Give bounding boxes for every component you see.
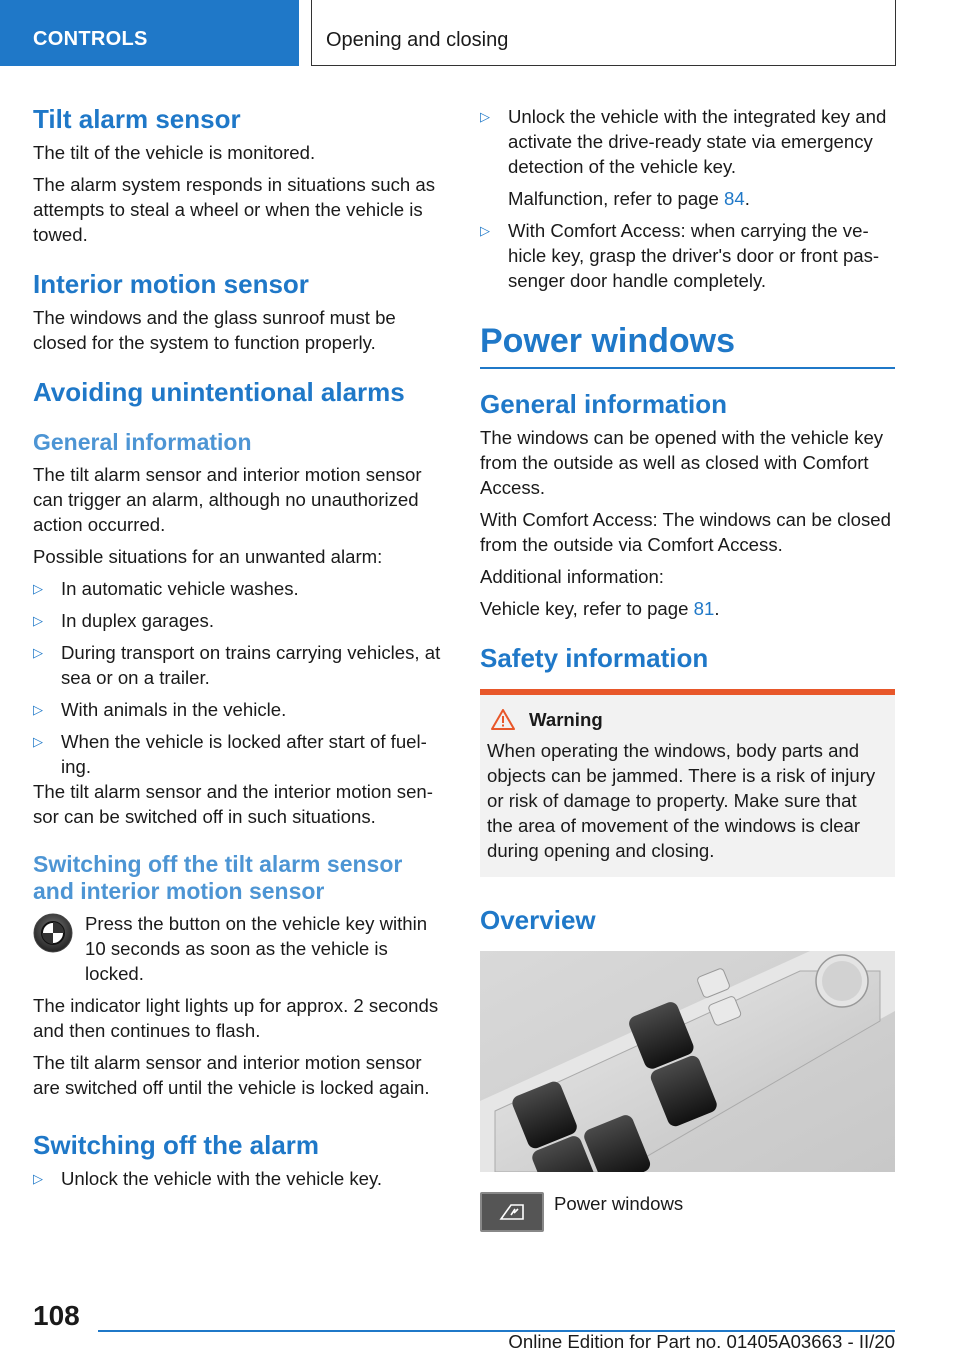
- para-tilt-1: The tilt of the vehicle is monitored.: [33, 142, 316, 163]
- page-number: 108: [33, 1300, 80, 1331]
- heading-tilt-alarm: Tilt alarm sensor: [33, 104, 241, 134]
- para-general-left: The tilt alarm sensor and interior motion sensor can trigger an alarm, although no unauthorized action occurred.: [33, 464, 422, 535]
- left-column: [33, 100, 448, 1198]
- bullet-marker-icon: ▷: [33, 613, 43, 628]
- para-windows-general-2: With Comfort Access: The windows can be closed from the outside via Comfort Access.: [480, 509, 891, 555]
- para-interior: The windows and the glass sunroof must be closed for the system to function properly.: [33, 307, 396, 353]
- chapter-title: Opening and closing: [326, 29, 509, 51]
- bullet-marker-icon: ▷: [33, 1171, 43, 1186]
- bullet-marker-icon: ▷: [33, 645, 43, 660]
- list-item: ▷ Unlock the vehicle with the integrated key and activate the drive-ready state via emergency detection of the vehicle key. Malfunction, refer to page 84.: [480, 104, 895, 211]
- list-item: ▷ In automatic vehicle washes.: [33, 578, 299, 599]
- power-window-switch-icon: [480, 1192, 544, 1232]
- vehicle-key-lock-icon: [33, 913, 73, 953]
- malfunction-ref: Malfunction, refer to page 84.: [508, 188, 750, 209]
- warning-text: When operating the windows, body parts and objects can be jammed. There is a risk of injury or risk of damage to property. Make sure that the area of movement of the windows is clear during opening and closing.: [487, 740, 876, 861]
- list-item: ▷ With animals in the vehicle.: [33, 699, 287, 720]
- bullet-marker-icon: ▷: [33, 734, 43, 749]
- heading-safety-info: Safety information: [480, 643, 709, 673]
- list-item: ▷ Unlock the vehicle with the vehicle key.: [33, 1168, 383, 1189]
- bullet-marker-icon: ▷: [480, 223, 490, 238]
- heading-general-info-left: General information: [33, 429, 252, 455]
- heading-avoid-alarms: Avoiding unintentional alarms: [33, 377, 405, 407]
- figure-caption: Power windows: [554, 1193, 684, 1214]
- para-possible: Possible situations for an unwanted alarm:: [33, 546, 383, 567]
- warning-triangle-icon: [491, 709, 515, 730]
- key-instruction: [33, 911, 448, 986]
- bullet-marker-icon: ▷: [33, 581, 43, 596]
- heading-interior-motion: Interior motion sensor: [33, 269, 309, 299]
- para-switched-off: The tilt alarm sensor and interior motion sensor are switched off until the vehicle is locked again.: [33, 1052, 430, 1098]
- heading-switching-off-alarm: Switching off the alarm: [33, 1130, 320, 1160]
- figure-caption-row: [480, 1192, 895, 1232]
- heading-switching-off-sensors: Switching off the tilt alarm sensor and interior motion sensor: [33, 851, 403, 904]
- page-link-81[interactable]: 81: [693, 598, 715, 619]
- chapter-tab: [311, 0, 896, 66]
- alarm-off-list-cont: [480, 104, 895, 293]
- alarm-off-list: [33, 1166, 448, 1191]
- warning-box: [480, 689, 895, 877]
- heading-overview: Overview: [480, 905, 596, 935]
- warning-title: Warning: [487, 707, 887, 732]
- power-windows-photo: [480, 951, 895, 1172]
- para-additional-info: Additional information:: [480, 566, 664, 587]
- list-item: ▷ When the vehicle is locked after start of fueling.: [33, 731, 427, 777]
- section-title: CONTROLS: [33, 28, 148, 50]
- para-switchoff-can: The tilt alarm sensor and the interior motion sensor can be switched off in such situations.: [33, 781, 433, 827]
- para-tilt-2: The alarm system responds in situations such as attempts to steal a wheel or when the vehicle is towed.: [33, 174, 436, 245]
- list-item: ▷ During transport on trains carrying vehicles, at sea or on a trailer.: [33, 642, 441, 688]
- bullet-marker-icon: ▷: [33, 702, 43, 717]
- heading-power-windows: Power windows: [480, 322, 736, 360]
- heading-rule: [480, 367, 895, 369]
- alarm-situations-list: [33, 576, 448, 779]
- para-vehicle-key-ref: Vehicle key, refer to page 81.: [480, 598, 720, 619]
- page-link-84[interactable]: 84: [724, 188, 745, 209]
- para-windows-general-1: The windows can be opened with the vehicle key from the outside as well as closed with Comfort Access.: [480, 427, 884, 498]
- edition-note: Online Edition for Part no. 01405A03663 - II/20: [508, 1331, 895, 1352]
- list-item: ▷ In duplex garages.: [33, 610, 214, 631]
- section-tab: [0, 0, 299, 66]
- heading-general-info-right: General information: [480, 389, 728, 419]
- para-indicator: The indicator light lights up for approx. 2 seconds and then continues to flash.: [33, 995, 439, 1041]
- para-press-button: Press the button on the vehicle key within 10 seconds as soon as the vehicle is locked.: [85, 913, 428, 984]
- right-column: [480, 104, 895, 1232]
- bullet-marker-icon: ▷: [480, 109, 490, 124]
- list-item: ▷ With Comfort Access: when carrying the vehicle key, grasp the driver's door or front passenger door handle completely.: [480, 220, 880, 291]
